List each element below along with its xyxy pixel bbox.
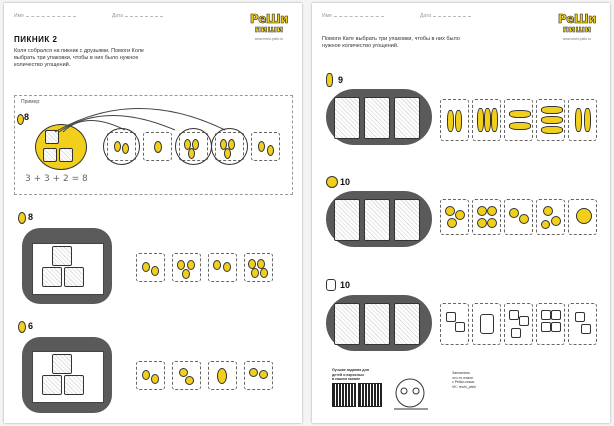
footer-line: детей и взрослых	[332, 372, 365, 377]
instruction	[14, 48, 144, 69]
instruction-line: Помоги Кате выбрать три упаковки, чтобы в них было	[322, 36, 460, 42]
tray-slot[interactable]	[52, 246, 72, 266]
snack-card[interactable]	[208, 253, 237, 282]
name-field[interactable]	[14, 12, 76, 19]
footer-line: Запомнить	[452, 371, 471, 375]
snack-card[interactable]	[440, 199, 469, 235]
footer-info	[452, 371, 476, 389]
footer-promo	[332, 368, 369, 382]
snack-card[interactable]	[568, 303, 597, 345]
instruction-line: Коля собрался на пикник с друзьями. Помоги Коле	[14, 48, 144, 54]
worksheet-page-right	[312, 3, 610, 423]
logo-url: www.reshi-pishi.ru	[562, 37, 592, 41]
instruction-line: нужное количество угощений.	[322, 43, 399, 49]
snack-card[interactable]	[504, 303, 533, 345]
date-label: Дата	[112, 13, 124, 19]
snack-card[interactable]	[244, 253, 273, 282]
instruction-line: количество угощений.	[14, 62, 71, 68]
tray-slot[interactable]	[52, 354, 72, 374]
tray-slot[interactable]	[364, 97, 390, 139]
snack-card[interactable]	[244, 361, 273, 390]
name-field[interactable]	[322, 12, 384, 19]
banana-icon	[326, 73, 333, 87]
worksheet-page-left	[4, 3, 302, 423]
pear-icon	[18, 212, 26, 224]
logo-url: www.reshi-pishi.ru	[254, 37, 284, 41]
snack-card[interactable]	[568, 99, 597, 141]
tray-slot[interactable]	[64, 375, 84, 395]
snack-card[interactable]	[536, 99, 565, 141]
tray-slot[interactable]	[334, 199, 360, 241]
snack-card[interactable]	[136, 361, 165, 390]
arrow-arcs	[45, 96, 245, 136]
snack-card[interactable]	[536, 199, 565, 235]
snack-card[interactable]	[440, 99, 469, 141]
instruction-line: выбрать три упаковки, чтобы в них было нужное	[14, 55, 139, 61]
snack-card[interactable]	[251, 132, 280, 161]
logo-top-text: РеШи	[249, 12, 289, 26]
task1-count: 9	[338, 75, 344, 85]
task3-count: 10	[340, 280, 351, 290]
example-slot	[59, 148, 73, 162]
snack-card[interactable]	[472, 303, 501, 345]
pear-icon	[18, 321, 26, 333]
footer-line: VK: reshi_pishi	[452, 384, 476, 389]
tray-slot[interactable]	[364, 199, 390, 241]
tray-slot[interactable]	[334, 303, 360, 345]
robot-mascot-icon	[388, 371, 444, 415]
logo-bottom-text: пиши	[254, 25, 284, 35]
snack-card[interactable]	[568, 199, 597, 235]
marshmallow-icon	[326, 279, 336, 291]
snack-card[interactable]	[504, 99, 533, 141]
footer-line: Лучшие задания для	[332, 368, 369, 372]
logo-top-text: РеШи	[557, 12, 597, 26]
name-label: Имя	[14, 13, 24, 19]
tray-slot[interactable]	[334, 97, 360, 139]
page-title: ПИКНИК 2	[14, 35, 58, 44]
tray-slot[interactable]	[394, 199, 420, 241]
instruction	[322, 36, 460, 50]
snack-card[interactable]	[536, 303, 565, 345]
example-slot	[43, 148, 57, 162]
pear-icon	[17, 114, 24, 125]
snack-card[interactable]	[136, 253, 165, 282]
snack-card[interactable]	[472, 199, 501, 235]
snack-card[interactable]	[208, 361, 237, 390]
footer-line: с РеШи-пиши	[452, 380, 475, 385]
example-label: Пример:	[21, 99, 41, 105]
task1-count: 8	[28, 212, 34, 222]
task2-count: 10	[340, 177, 351, 187]
snack-card[interactable]	[504, 199, 533, 235]
tray-slot[interactable]	[364, 303, 390, 345]
tray-slot[interactable]	[394, 97, 420, 139]
date-label: Дата	[420, 13, 432, 19]
task2-count: 6	[28, 321, 34, 331]
snack-card[interactable]	[143, 132, 172, 161]
selection-circle	[211, 128, 248, 165]
selection-circle	[103, 128, 140, 165]
date-field[interactable]	[420, 12, 471, 19]
footer-line: что-то новое	[452, 375, 474, 380]
brand-logo	[557, 13, 597, 41]
name-label: Имя	[322, 13, 332, 19]
logo-bottom-text: пиши	[562, 25, 592, 35]
cookie-icon	[326, 176, 338, 188]
date-field[interactable]	[112, 12, 163, 19]
tray-slot[interactable]	[42, 267, 62, 287]
snack-card[interactable]	[172, 253, 201, 282]
selection-circle	[175, 128, 212, 165]
tray-slot[interactable]	[64, 267, 84, 287]
footer-line: в нашем канале	[332, 377, 361, 382]
example-box	[14, 95, 293, 195]
example-count: 8	[24, 112, 30, 122]
qr-code-icon[interactable]	[358, 383, 382, 407]
snack-card[interactable]	[172, 361, 201, 390]
tray-slot[interactable]	[394, 303, 420, 345]
tray-slot[interactable]	[42, 375, 62, 395]
brand-logo	[249, 13, 289, 41]
example-equation: 3 + 3 + 2 = 8	[25, 174, 88, 184]
snack-card[interactable]	[472, 99, 501, 141]
snack-card[interactable]	[440, 303, 469, 345]
qr-code-icon[interactable]	[332, 383, 356, 407]
